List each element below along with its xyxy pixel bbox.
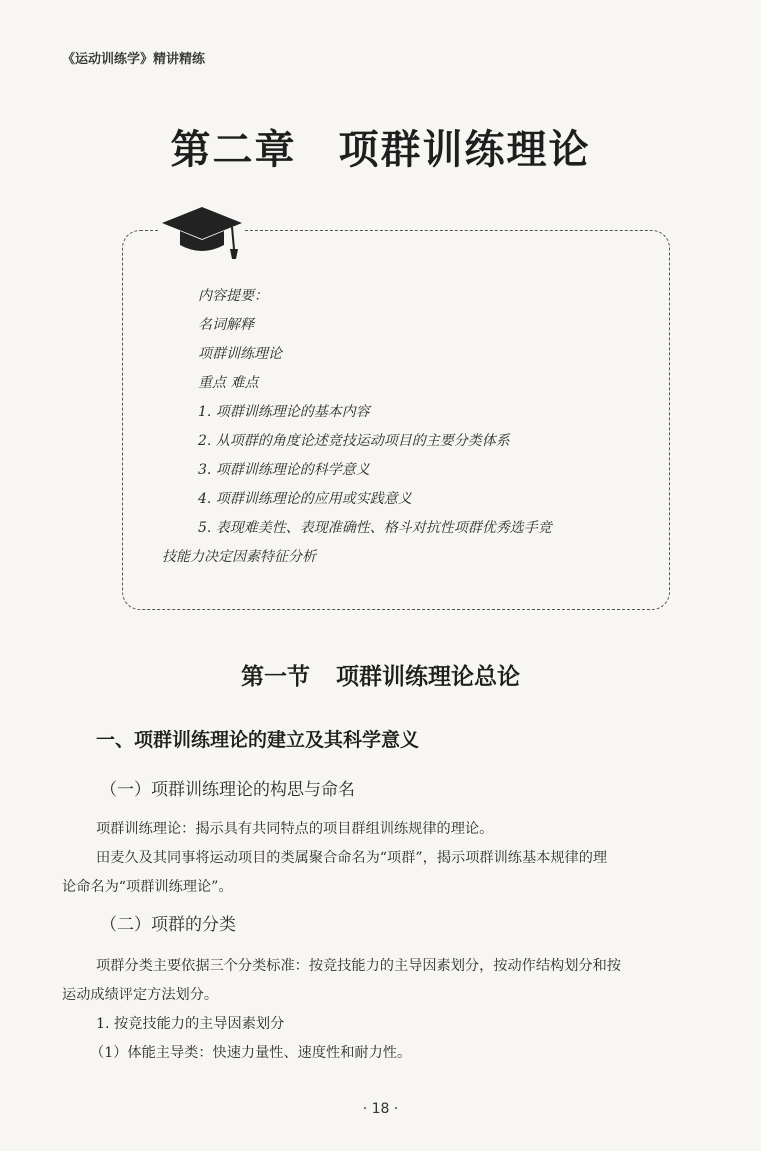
paragraph-3 (62, 952, 742, 1010)
summary-line: 4. 项群训练理论的应用或实践意义 (198, 491, 412, 507)
paragraph-2 (62, 844, 742, 902)
chapter-name: 项群训练理论 (338, 126, 591, 173)
section-name: 项群训练理论总论 (336, 664, 520, 690)
paragraph-line: （1）体能主导类：快速力量性、速度性和耐力性。 (90, 1045, 412, 1061)
paragraph-line: 项群分类主要依据三个分类标准：按竞技能力的主导因素划分，按动作结构划分和按 (96, 958, 621, 974)
summary-line: 重点 难点 (198, 375, 259, 391)
summary-line: 5. 表现难美性、表现准确性、格斗对抗性项群优秀选手竞 (198, 520, 552, 536)
summary-line: 技能力决定因素特征分析 (162, 549, 316, 565)
paragraph-line: 田麦久及其同事将运动项目的类属聚合命名为“项群”，揭示项群训练基本规律的理 (96, 850, 608, 866)
summary-line: 名词解释 (198, 317, 254, 333)
paragraph-5 (62, 1039, 742, 1068)
chapter-number: 第二章 (170, 126, 297, 173)
chapter-title (0, 118, 761, 175)
heading-1: 一、项群训练理论的建立及其科学意义 (96, 729, 420, 751)
summary-list (162, 282, 652, 572)
summary-line: 1. 项群训练理论的基本内容 (198, 404, 370, 420)
subheading-1: （一）项群训练理论的构思与命名 (100, 780, 355, 800)
summary-line: 2. 从项群的角度论述竞技运动项目的主要分类体系 (198, 433, 510, 449)
graduation-cap-icon (160, 205, 244, 261)
summary-line: 内容提要： (198, 288, 268, 304)
paragraph-1 (62, 815, 742, 844)
paragraph-line: 论命名为“项群训练理论”。 (62, 879, 233, 895)
paragraph-line: 1. 按竞技能力的主导因素划分 (96, 1016, 285, 1032)
paragraph-line: 项群训练理论：揭示具有共同特点的项目群组训练规律的理论。 (96, 821, 494, 837)
running-header: 《运动训练学》精讲精练 (62, 52, 206, 67)
paragraph-line: 运动成绩评定方法划分。 (62, 987, 219, 1003)
subheading-2: （二）项群的分类 (100, 915, 236, 935)
summary-line: 3. 项群训练理论的科学意义 (198, 462, 370, 478)
section-title (0, 658, 761, 691)
page-number: · 18 · (362, 1101, 399, 1117)
section-number: 第一节 (241, 664, 310, 690)
paragraph-4 (62, 1010, 742, 1039)
summary-line: 项群训练理论 (198, 346, 282, 362)
